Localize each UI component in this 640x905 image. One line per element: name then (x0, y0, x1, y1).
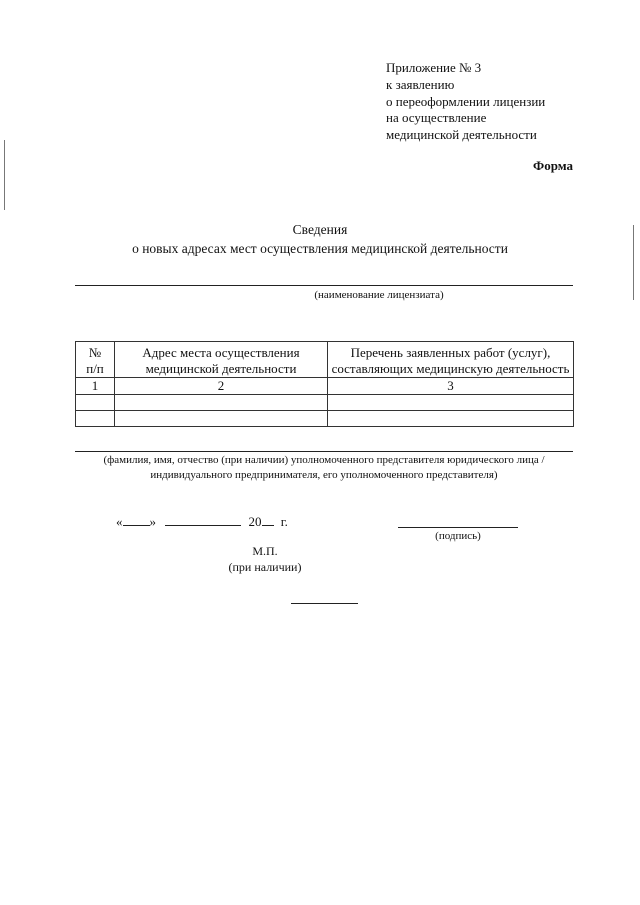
table-column-numbers-row (76, 378, 574, 395)
table-cell[interactable] (328, 411, 574, 427)
column-number-1: 1 (76, 378, 115, 395)
seal-block (210, 543, 320, 575)
title-line-2: о новых адресах мест осуществления медицинской деятельности (132, 241, 508, 256)
addresses-table (75, 341, 574, 427)
year-prefix: 20 (248, 514, 262, 529)
document-title (0, 220, 640, 258)
column-number-3: 3 (328, 378, 574, 395)
table-row (76, 395, 574, 411)
appendix-line-1: Приложение № 3 (386, 60, 482, 75)
representative-name-line (75, 451, 573, 452)
table-cell[interactable] (115, 411, 328, 427)
table-cell[interactable] (328, 395, 574, 411)
appendix-line-4: на осуществление (386, 110, 487, 126)
month-field[interactable] (165, 513, 241, 526)
header-services: Перечень заявленных работ (услуг), составляющих медицинскую деятельность (328, 342, 574, 378)
close-quote: » (149, 514, 156, 529)
open-quote: « (116, 514, 123, 529)
closing-separator (291, 603, 358, 604)
representative-caption-line-1: (фамилия, имя, отчество (при наличии) уполномоченного представителя юридического лица / (103, 454, 545, 466)
column-number-2: 2 (115, 378, 328, 395)
appendix-line-5: медицинской деятельности (386, 127, 537, 143)
year-suffix: г. (280, 514, 288, 529)
representative-caption (60, 453, 588, 483)
date-line (116, 513, 288, 530)
header-number: № п/п (76, 342, 115, 378)
table-cell[interactable] (115, 395, 328, 411)
table-header-row (76, 342, 574, 378)
licensee-name-line (75, 285, 573, 286)
appendix-line-3: о переоформлении лицензии (386, 93, 546, 109)
year-field[interactable] (262, 513, 274, 526)
representative-caption-line-2: индивидуального предпринимателя, его уполномоченного представителя) (150, 469, 498, 481)
appendix-line-2: к заявлению (386, 76, 455, 92)
form-label: Форма (533, 158, 573, 173)
table-cell[interactable] (76, 395, 115, 411)
table-row (76, 411, 574, 427)
signature-caption: (подпись) (435, 530, 481, 542)
seal-note: (при наличии) (228, 560, 302, 574)
table-cell[interactable] (76, 411, 115, 427)
scan-edge-mark-left (4, 140, 5, 210)
seal-label: М.П. (252, 544, 278, 558)
day-field[interactable] (123, 513, 150, 526)
appendix-block (386, 60, 545, 144)
title-line-1: Сведения (292, 222, 348, 237)
licensee-caption: (наименование лицензиата) (314, 289, 444, 301)
signature-line[interactable] (398, 527, 518, 528)
header-address: Адрес места осуществления медицинской деятельности (115, 342, 328, 378)
